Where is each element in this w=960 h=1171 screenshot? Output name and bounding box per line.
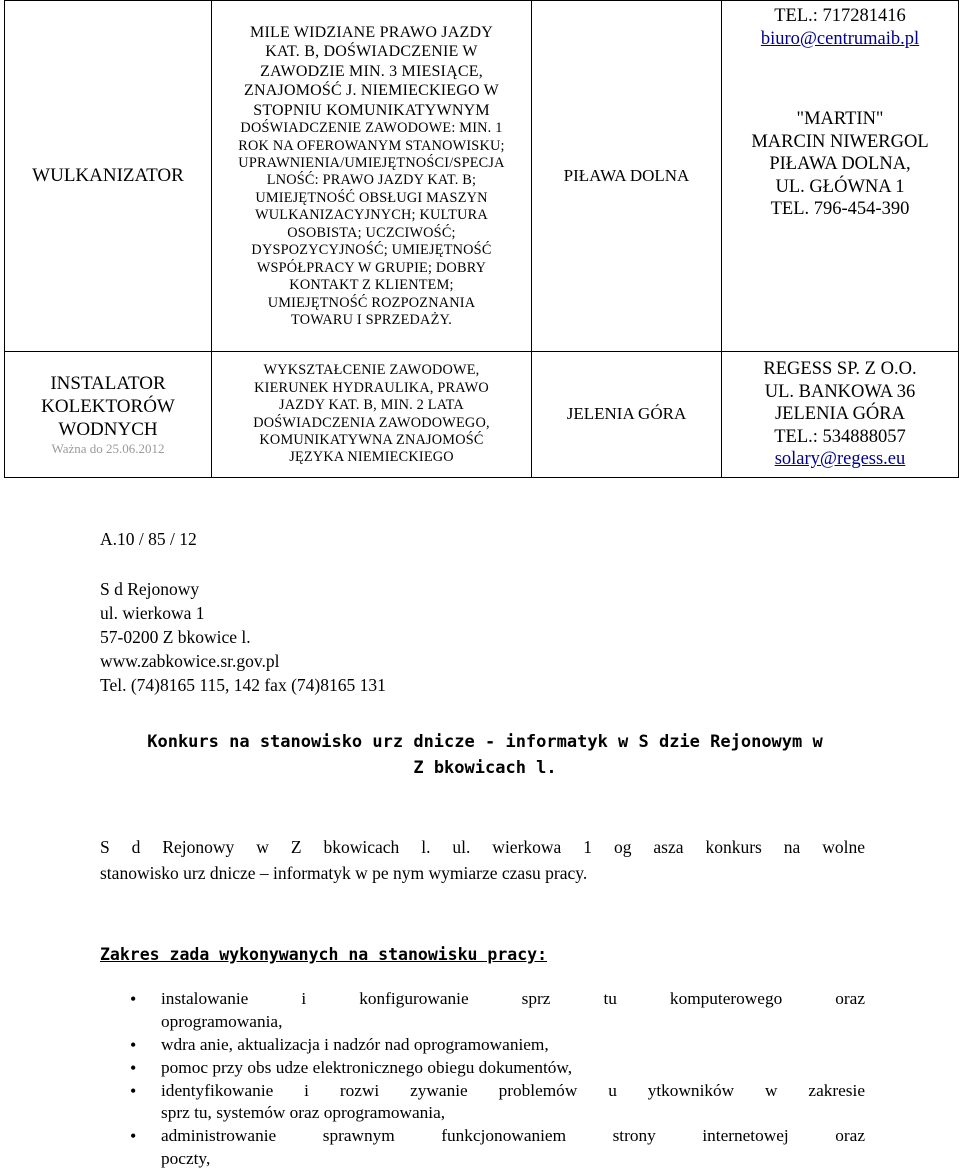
- valid-until-note: Ważna do 25.06.2012: [51, 441, 165, 457]
- location-cell: [532, 1, 722, 352]
- requirements-cell: [212, 352, 532, 478]
- job-row: [5, 352, 959, 478]
- duty-item: [100, 1080, 865, 1125]
- position-cell: [5, 352, 212, 478]
- requirement-line: KAT. B, DOŚWIADCZENIE W: [265, 43, 478, 61]
- intro-line: S d Rejonowy w Z bkowicach l. ul. wierkowa 1 og asza konkurs na wolne: [100, 837, 865, 857]
- requirement-line: UPRAWNIENIA/UMIEJĘTNOŚCI/SPECJA: [238, 155, 505, 172]
- duties-title: Zakres zada wykonywanych na stanowisku pracy:: [100, 945, 548, 964]
- requirement-line: ROK NA OFEROWANYM STANOWISKU;: [238, 137, 505, 154]
- website-text: www.zabkowice.sr.gov.pl: [100, 651, 280, 671]
- duty-text: sprz tu, systemów oraz oprogramowania,: [161, 1103, 446, 1123]
- duties-list: [100, 988, 865, 1171]
- duty-text: • identyfikowanie i rozwi zywanie problemów u ytkowników w zakresie: [161, 1080, 865, 1100]
- duty-text: poczty,: [161, 1148, 211, 1168]
- position-name: INSTALATOR: [50, 372, 166, 394]
- requirement-line: UMIEJĘTNOŚĆ ROZPOZNANIA: [267, 294, 476, 311]
- requirement-line: STOPNIU KOMUNIKATYWNYM: [253, 101, 490, 119]
- contact-line: PIŁAWA DOLNA,: [769, 154, 911, 175]
- address-line: S d Rejonowy: [100, 579, 200, 599]
- announcement-heading-line: Z bkowicach l.: [413, 758, 557, 778]
- requirement-line: TOWARU I SPRZEDAŻY.: [291, 311, 452, 328]
- intro-line: stanowisko urz dnicze – informatyk w pe nym wymiarze czasu pracy.: [100, 863, 588, 883]
- requirement-line: LNOŚĆ: PRAWO JAZDY KAT. B;: [266, 172, 477, 189]
- location-name: PIŁAWA DOLNA: [563, 165, 690, 185]
- requirement-line: ZNAJOMOŚĆ J. NIEMIECKIEGO W: [244, 82, 499, 100]
- duty-item: [100, 1034, 865, 1057]
- contact-line: UL. GŁÓWNA 1: [775, 176, 905, 197]
- requirement-line: KONTAKT Z KLIENTEM;: [289, 277, 454, 294]
- contact-line: TEL.: 534888057: [774, 426, 906, 447]
- address-line: 57-0200 Z bkowice l.: [100, 627, 251, 647]
- position-name: WULKANIZATOR: [32, 165, 184, 187]
- contact-line: "MARTIN": [796, 109, 884, 130]
- duty-item: [100, 988, 865, 1033]
- contact-line: REGESS SP. Z O.O.: [763, 359, 917, 380]
- requirement-line: WYKSZTAŁCENIE ZAWODOWE,: [263, 362, 480, 379]
- job-offers-table: [4, 0, 959, 478]
- email-link[interactable]: solary@regess.eu: [774, 449, 906, 470]
- duty-text: wdra anie, aktualizacja i nadzór nad oprogramowaniem,: [161, 1034, 549, 1054]
- job-row: [5, 1, 959, 352]
- requirement-line: DOŚWIADCZENIA ZAWODOWEGO,: [253, 414, 490, 431]
- contact-line: TEL.: 717281416: [774, 6, 906, 26]
- requirement-line: WSPÓŁPRACY W GRUPIE; DOBRY: [256, 259, 487, 276]
- duty-text: • instalowanie i konfigurowanie sprz tu komputerowego oraz: [161, 989, 865, 1008]
- contact-cell: [722, 1, 959, 352]
- duty-text: oprogramowania,: [161, 1011, 283, 1031]
- requirement-line: JĘZYKA NIEMIECKIEGO: [289, 449, 454, 466]
- requirement-line: UMIEJĘTNOŚĆ OBSŁUGI MASZYN: [255, 189, 488, 206]
- contact-line: UL. BANKOWA 36: [764, 381, 916, 402]
- duty-item: [100, 1057, 865, 1080]
- requirement-line: OSOBISTA; UCZCIWOŚĆ;: [287, 224, 456, 241]
- contact-line: JELENIA GÓRA: [774, 404, 905, 425]
- requirement-line: WULKANIZACYJNYCH; KULTURA: [255, 207, 488, 224]
- requirement-line: ZAWODZIE MIN. 3 MIESIĄCE,: [260, 62, 483, 80]
- location-name: JELENIA GÓRA: [566, 404, 687, 424]
- contact-line: TEL. 796-454-390: [770, 199, 910, 220]
- duty-text: • administrowanie sprawnym funkcjonowaniem strony internetowej oraz: [161, 1126, 865, 1146]
- requirement-line: KIERUNEK HYDRAULIKA, PRAWO: [254, 379, 489, 396]
- requirement-line: DYSPOZYCYJNOŚĆ; UMIEJĘTNOŚĆ: [251, 242, 492, 259]
- location-cell: [532, 352, 722, 478]
- email-link[interactable]: biuro@centrumaib.pl: [760, 28, 920, 49]
- duty-item: [100, 1125, 865, 1170]
- phone-fax-text: Tel. (74)8165 115, 142 fax (74)8165 131: [100, 675, 386, 695]
- contact-cell: [722, 352, 959, 478]
- position-name: WODNYCH: [58, 419, 158, 441]
- requirement-line: MILE WIDZIANE PRAWO JAZDY: [250, 23, 493, 41]
- requirement-line: JAZDY KAT. B, MIN. 2 LATA: [279, 397, 464, 414]
- requirement-line: KOMUNIKATYWNA ZNAJOMOŚĆ: [259, 431, 484, 448]
- position-cell: [5, 1, 212, 352]
- requirement-line: DOŚWIADCZENIE ZAWODOWE: MIN. 1: [240, 120, 503, 137]
- address-line: ul. wierkowa 1: [100, 603, 205, 623]
- announcement-heading-line: Konkurs na stanowisko urz dnicze - informatyk w S dzie Rejonowym w: [147, 732, 823, 752]
- position-name: KOLEKTORÓW: [41, 395, 175, 417]
- duty-text: pomoc przy obs udze elektronicznego obiegu dokumentów,: [161, 1057, 573, 1077]
- contact-line: MARCIN NIWERGOL: [751, 131, 929, 152]
- requirements-cell: [212, 1, 532, 352]
- reference-number: A.10 / 85 / 12: [100, 529, 197, 549]
